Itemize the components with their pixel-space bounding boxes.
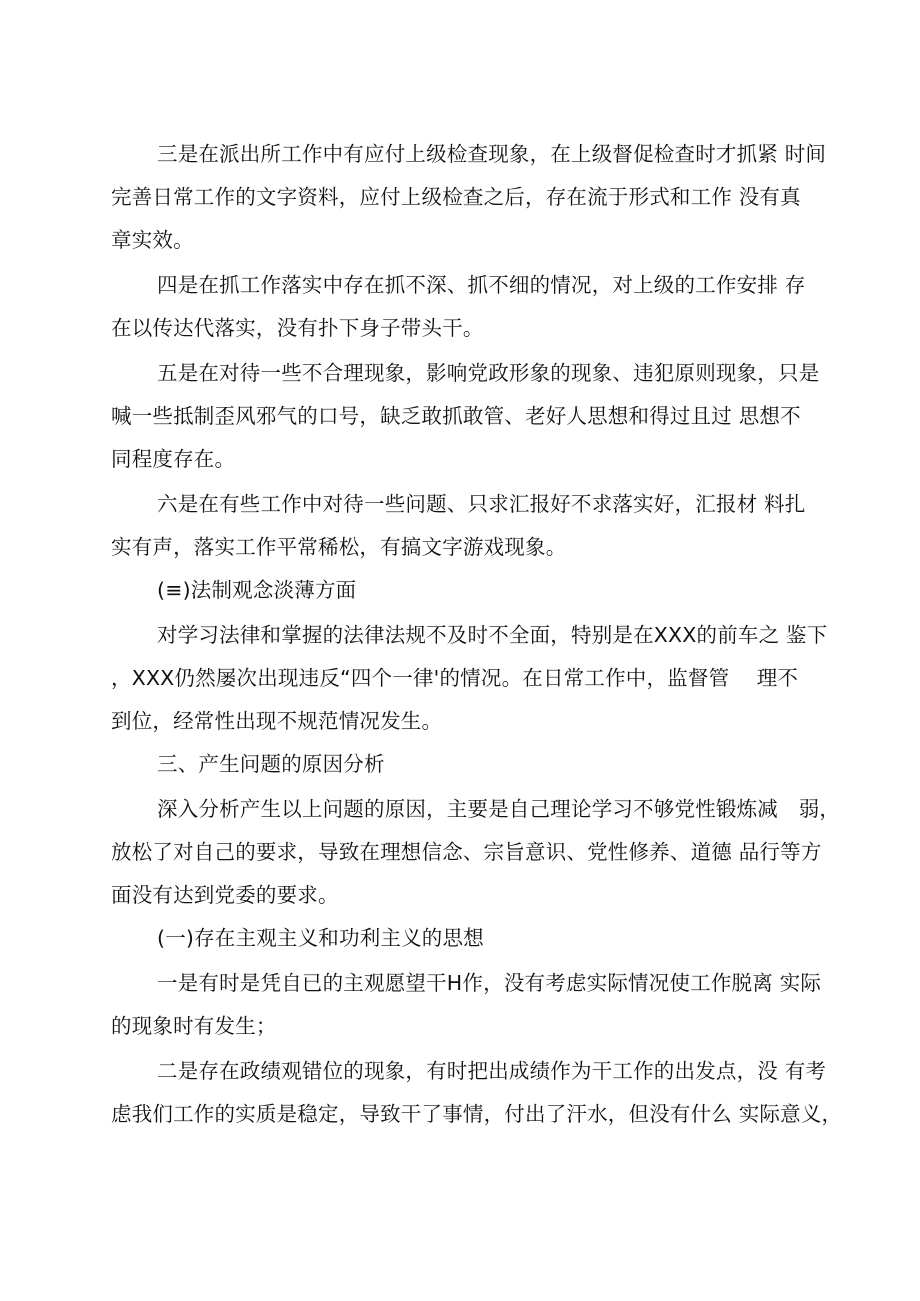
paragraph-line: 虑我们工作的实质是稳定，导致干了事情，付出了汗水，但没有什么 实际意义，: [111, 1102, 843, 1126]
paragraph-line: 一是有时是凭自已的主观愿望干H作，没有考虑实际情况使工作脱离 实际: [157, 971, 822, 995]
section-heading: (一)存在主观主义和功利主义的思想: [157, 926, 484, 950]
paragraph-line: 实有声，落实工作平常稀松，有搞文字游戏现象。: [111, 535, 567, 559]
paragraph-line: 的现象时有发生；: [111, 1014, 277, 1038]
paragraph-line: 到位，经常性出现不规范情况发生。: [111, 709, 443, 733]
paragraph-line: 三是在派出所工作中有应付上级检查现象，在上级督促检查时才抓紧 时间: [157, 142, 827, 166]
paragraph-line: 同程度存在。: [111, 447, 236, 471]
section-heading: 三、产生问题的原因分析: [157, 752, 385, 776]
paragraph-line: 面没有达到党委的要求。: [111, 883, 339, 907]
section-heading: (≡)法制观念淡薄方面: [157, 578, 357, 602]
paragraph-line: 深入分析产生以上问题的原因，主要是自己理论学习不够党性锻炼减 弱，: [157, 797, 841, 821]
paragraph-line: 二是存在政绩观错位的现象，有时把出成绩作为干工作的出发点，没 有考: [157, 1059, 827, 1083]
paragraph-line: 喊一些抵制歪风邪气的口号，缺乏敢抓敢管、老好人思想和得过且过 思想不: [111, 404, 801, 428]
paragraph-line: 章实效。: [111, 228, 194, 252]
paragraph-line: ，XXX仍然屡次出现违反“四个一律'的情况。在日常工作中，监督管 理不: [111, 666, 799, 690]
paragraph-line: 在以传达代落实，没有扑下身子带头干。: [111, 316, 484, 340]
paragraph-line: 对学习法律和掌握的法律法规不及时不全面，特别是在XXX的前车之 鉴下: [157, 623, 828, 647]
paragraph-line: 完善日常工作的文字资料，应付上级检查之后，存在流于形式和工作 没有真: [111, 185, 801, 209]
paragraph-line: 六是在有些工作中对待一些问题、只求汇报好不求落实好，汇报材 料扎: [157, 492, 806, 516]
paragraph-line: 放松了对自己的要求，导致在理想信念、宗旨意识、党性修养、道德 品行等方: [111, 840, 822, 864]
paragraph-line: 五是在对待一些不合理现象，影响党政形象的现象、违犯原则现象，只是: [157, 361, 820, 385]
paragraph-line: 四是在抓工作落实中存在抓不深、抓不细的情况，对上级的工作安排 存: [157, 273, 806, 297]
